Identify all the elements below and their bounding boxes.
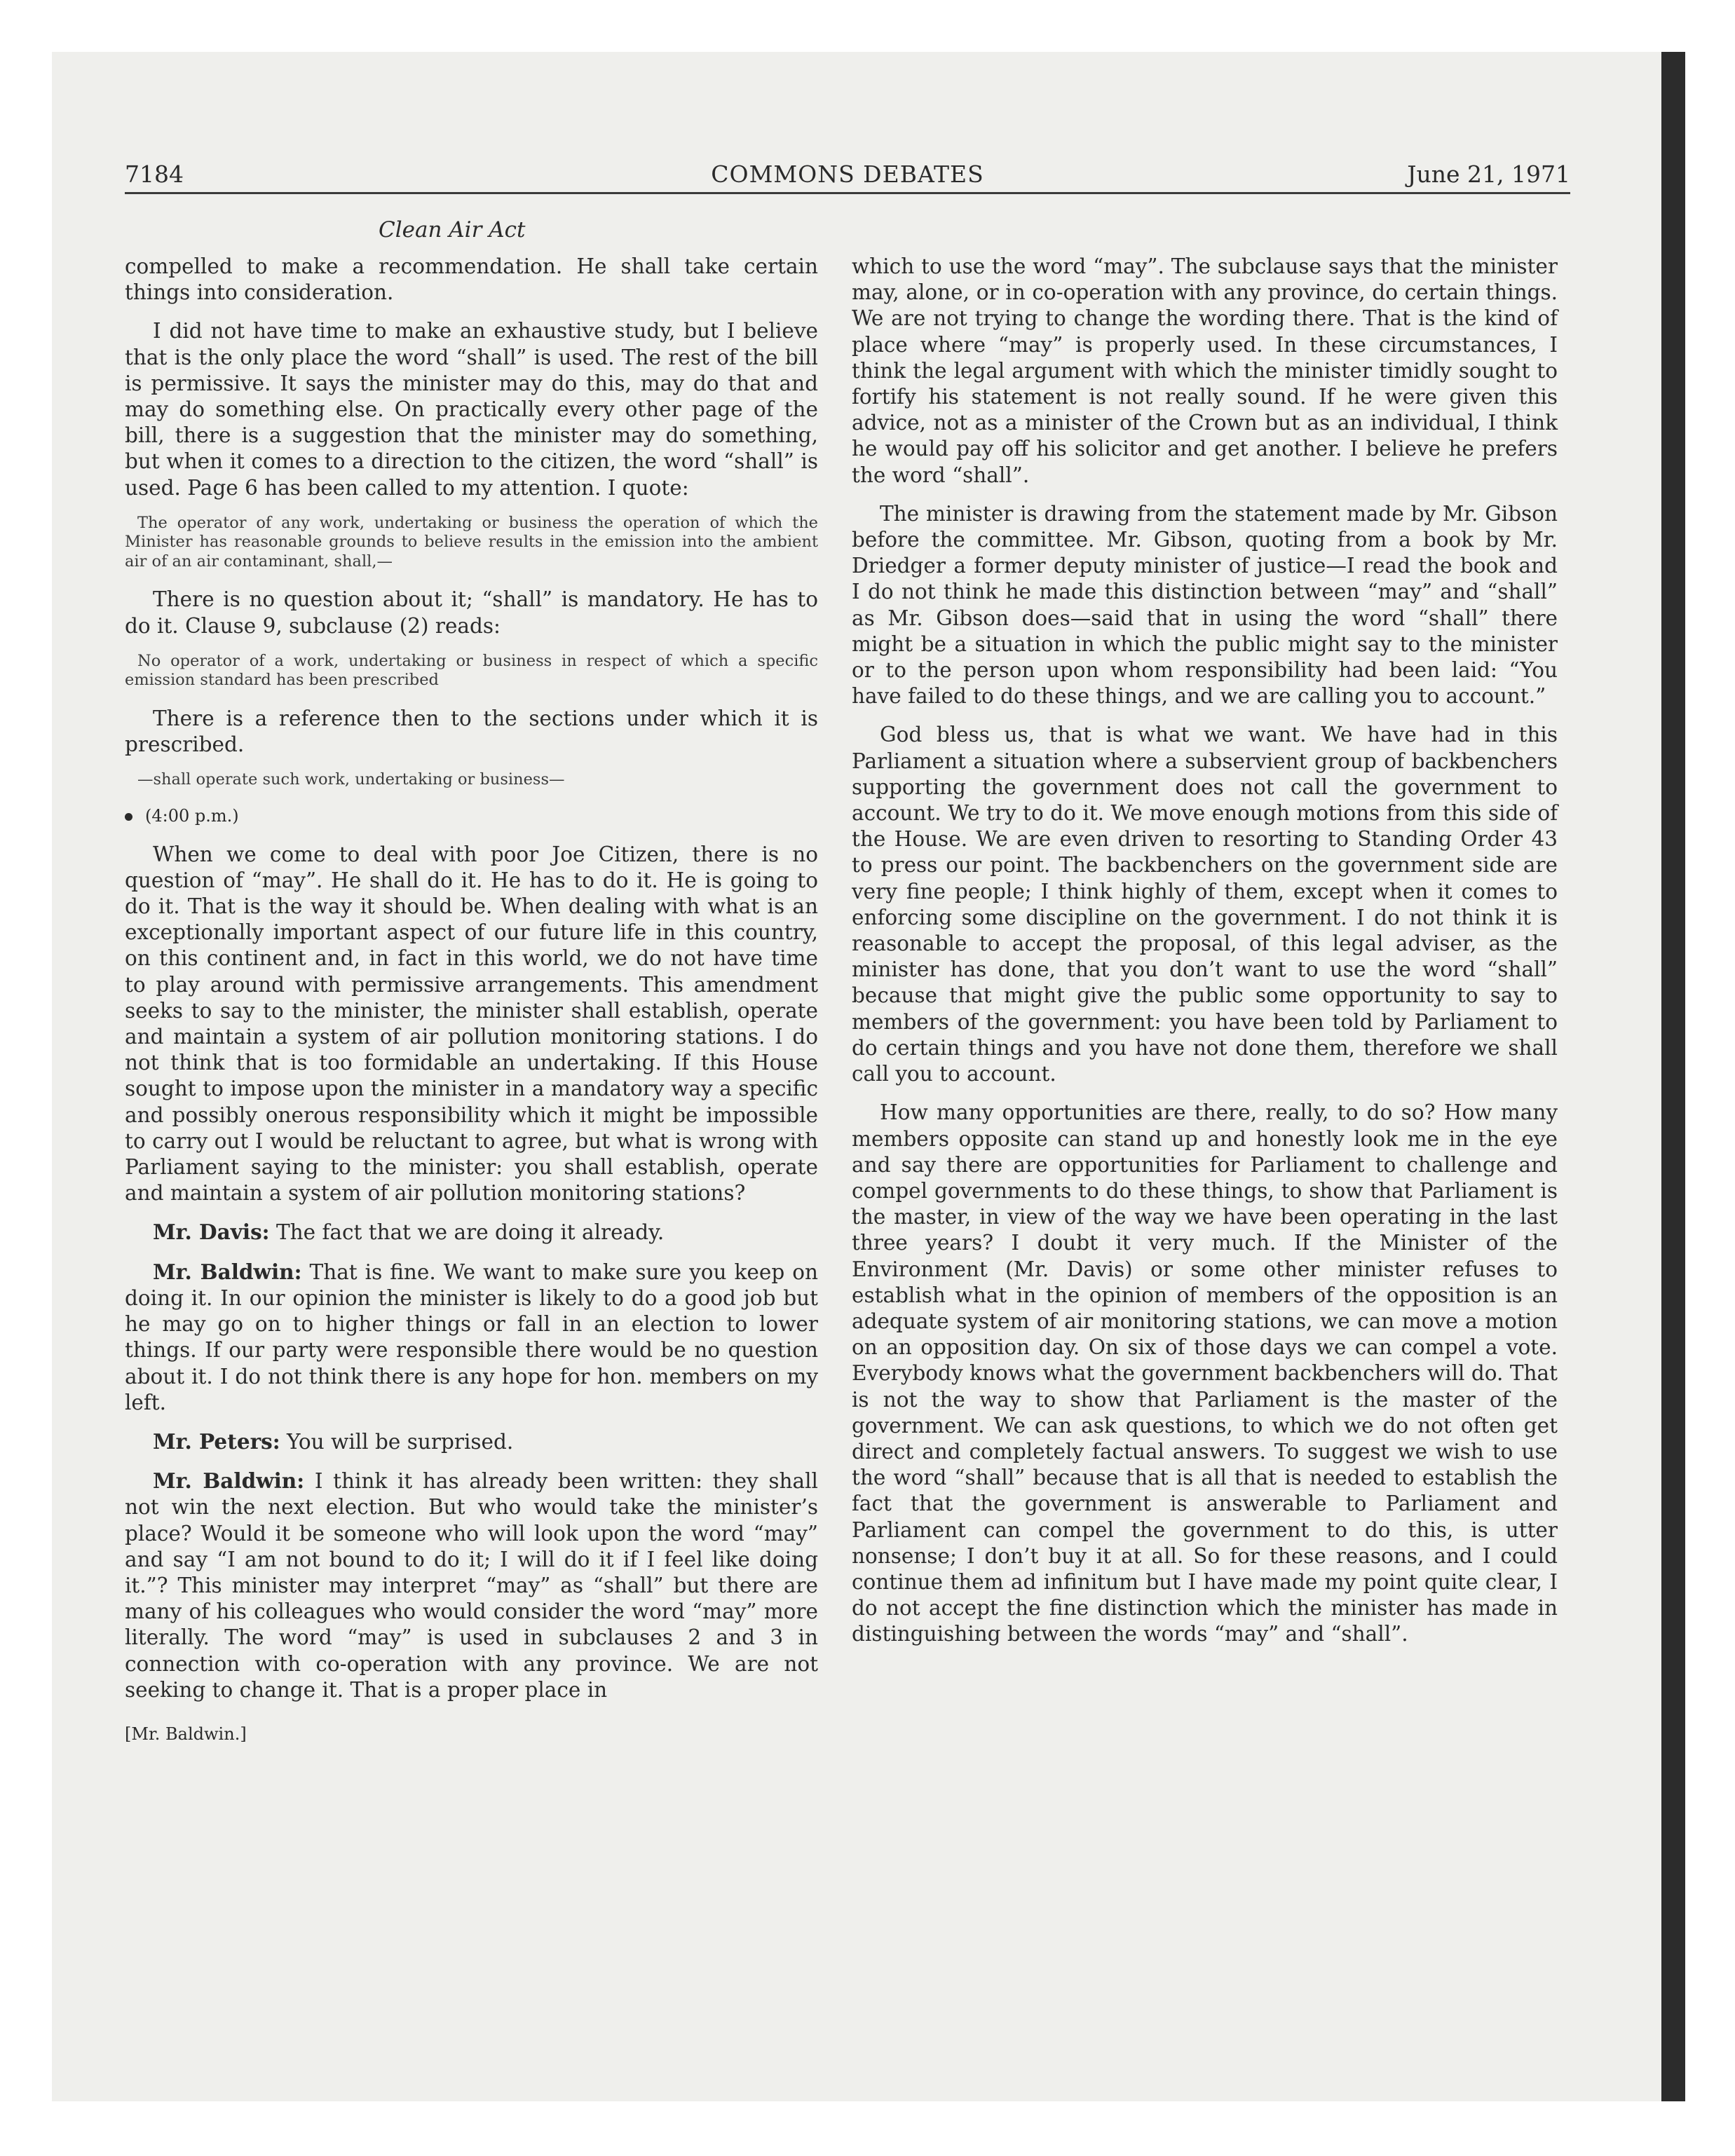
speech-text: I think it has already been written: they shall not win the next election. But who would take the minister’s place? Would it be someone who will look upon the word “may” and say “I am not bound to do it; I will do it if I feel like doing it.”? This minister may interpret “may” as “shall” but there are many of his colleagues who would consider the word “may” more literally. The word “may” is used in subclauses 2 and 3 in connection with co-operation with any province. We are not seeking to change it. That is a proper place in — [125, 1469, 818, 1702]
speaker-name: Mr. Baldwin: — [153, 1259, 302, 1284]
speech — [125, 1468, 818, 1703]
speech-text: You will be surprised. — [287, 1429, 514, 1454]
block-quote: No operator of a work, undertaking or business in respect of which a specific emission standard has been prescribed — [125, 651, 818, 690]
attribution: [Mr. Baldwin.] — [125, 1724, 247, 1744]
block-quote: The operator of any work, undertaking or business the operation of which the Minister has reasonable grounds to believe results in the emission into the ambient air of an air contaminant, shall,— — [125, 513, 818, 571]
paragraph: There is a reference then to the sections under which it is prescribed. — [125, 706, 818, 756]
paragraph: There is no question about it; “shall” is mandatory. He has to do it. Clause 9, subclause (2) reads: — [125, 587, 818, 638]
issue-date: June 21, 1971 — [1407, 161, 1570, 188]
speaker-name: Mr. Davis: — [153, 1220, 270, 1245]
bullet-icon — [125, 813, 132, 821]
paragraph: When we come to deal with poor Joe Citizen, there is no question of “may”. He shall do it. He has to do it. He is going to do it. That is the way it should be. When dealing with what is an exceptionally important aspect of our future life in this country, on this continent and, in fact in this world, we do not have time to play around with permissive arrangements. This amendment seeks to say to the minister, the minister shall establish, operate and maintain a system of air pollution monitoring stations. I do not think that is too formidable an undertaking. If this House sought to impose upon the minister in a mandatory way a specific and possibly onerous responsibility which it might be impossible to carry out I would be reluctant to agree, but what is wrong with Parliament saying to the minister: you shall establish, operate and maintain a system of air pollution monitoring stations? — [125, 842, 818, 1206]
speech-text: That is fine. We want to make sure you keep on doing it. In our opinion the minister is likely to do a good job but he may go on to higher things or fall in an election to lower things. If our party were responsible there would be no question about it. I do not think there is any hope for hon. members on my left. — [125, 1260, 818, 1414]
speaker-name: Mr. Baldwin: — [153, 1468, 305, 1494]
speech-text: The fact that we are doing it already. — [275, 1220, 665, 1245]
block-quote: —shall operate such work, undertaking or business— — [137, 770, 565, 789]
speech — [125, 1428, 818, 1455]
page-number: 7184 — [125, 161, 184, 188]
publication-title: COMMONS DEBATES — [711, 161, 984, 188]
paragraph: The minister is drawing from the statement made by Mr. Gibson before the committee. Mr. Gibson, quoting from a book by Mr. Driedger a former deputy minister of justice—I read the book and I do not think he made this distinction between “may” and “shall” as Mr. Gibson does—said that in using the word “shall” there might be a situation in which the public might say to the minister or to the person upon whom responsibility had been laid: “You have failed to do these things, and we are calling you to account.” — [852, 501, 1558, 709]
paragraph: compelled to make a recommendation. He shall take certain things into consideration. — [125, 254, 818, 305]
speech — [125, 1259, 818, 1416]
speaker-name: Mr. Peters: — [153, 1428, 280, 1454]
subject-heading: Clean Air Act — [379, 217, 526, 243]
scan-edge — [1661, 52, 1685, 2101]
right-column — [852, 254, 1558, 1660]
paragraph: God bless us, that is what we want. We have had in this Parliament a situation where a subservient group of backbenchers supporting the government does not call the government to account. We try to do it. We move enough motions from this side of the House. We are even driven to resorting to Standing Order 43 to press our point. The backbenchers on the government side are very fine people; I think highly of them, except when it comes to enforcing some discipline on the government. I do not think it is reasonable to accept the proposal, of this legal adviser, as the minister has done, that you don’t want to use the word “shall” because that might give the public some opportunity to say to members of the government: you have been told by Parliament to do certain things and you have not done them, therefore we shall call you to account. — [852, 723, 1558, 1086]
time-marker — [125, 805, 818, 826]
paragraph: How many opportunities are there, really, to do so? How many members opposite can stand up and honestly look me in the eye and say there are opportunities for Parliament to challenge and compel governments to do these things, to show that Parliament is the master, in view of the way we have been operating in the last three years? I doubt it very much. If the Minister of the Environment (Mr. Davis) or some other minister refuses to establish what in the opinion of members of the opposition is an adequate system of air monitoring stations, we can move a motion on an opposition day. On six of those days we can compel a vote. Everybody knows what the government backbenchers will do. That is not the way to show that Parliament is the master of the government. We can ask questions, to which we do not often get direct and completely factual answers. To suggest we wish to use the word “shall” because that is all that is needed to establish the fact that the government is answerable to Parliament and Parliament can compel the government to do this, is utter nonsense; I don’t buy it at all. So for these reasons, and I could continue them ad infinitum but I have made my point quite clear, I do not accept the fine distinction which the minister has made in distinguishing between the words “may” and “shall”. — [852, 1100, 1558, 1646]
running-header — [125, 156, 1570, 194]
time-stamp: (4:00 p.m.) — [145, 805, 239, 826]
paragraph: which to use the word “may”. The subclause says that the minister may, alone, or in co-operation with any province, do certain things. We are not trying to change the wording there. That is the kind of place where “may” is properly used. In these circumstances, I think the legal argument with which the minister timidly sought to fortify his statement is not really sound. If he were given this advice, not as a minister of the Crown but as an individual, I think he would pay off his solicitor and get another. I believe he prefers the word “shall”. — [852, 254, 1558, 487]
left-column — [125, 254, 818, 1747]
paragraph: I did not have time to make an exhaustive study, but I believe that is the only place the word “shall” is used. The rest of the bill is permissive. It says the minister may do this, may do that and may do something else. On practically every other page of the bill, there is a suggestion that the minister may do something, but when it comes to a direction to the citizen, the word “shall” is used. Page 6 has been called to my attention. I quote: — [125, 319, 818, 500]
speech — [125, 1219, 818, 1246]
